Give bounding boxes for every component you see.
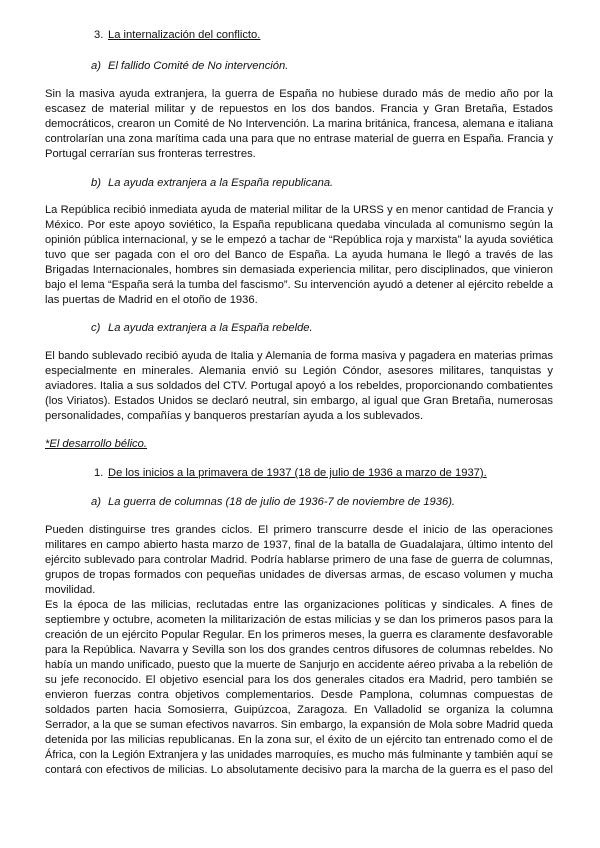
text-line: había un mando unificado, puesto que la muerte de Sanjurjo en accidente aéreo privaba a la rebelión de — [45, 659, 553, 671]
text-line: Es la época de las milicias, reclutadas entre las organizaciones políticas y sindicales. A fines de — [45, 599, 553, 611]
text-line: tuvo que ser pagada con el oro del Banco de España. La ayuda humana le llegó a través de las — [45, 249, 553, 261]
heading-inicios: De los inicios a la primavera de 1937 (18 de julio de 1936 a marzo de 1937). — [108, 467, 487, 479]
subheading-letter: a) — [91, 496, 101, 508]
text-line: movilidad. — [45, 584, 96, 596]
subheading-letter: c) — [91, 322, 101, 334]
text-line: escasez de material militar y de repuestos en los dos bandos. Francia y Gran Bretaña, Estados — [45, 103, 553, 115]
text-line: envieron fuerzas contra objetivos complementarios. Desde Pamplona, columnas compuestas de — [45, 689, 553, 701]
subheading-letter: b) — [91, 177, 101, 189]
text-line: soldados parten hacia Somosierra, Guipúzcoa, Zaragoza. En Valladolid se organiza la columna — [45, 704, 553, 716]
text-line: Brigadas Internacionales, hombres sin demasiada experiencia militar, pero disciplinados, que vinieron — [45, 264, 553, 276]
text-line: su jefe reconocido. El objetivo esencial para los dos generales citados era Madrid, pero también se — [45, 674, 553, 686]
text-line: La República recibió inmediata ayuda de material militar de la URSS y en menor cantidad de Francia y — [45, 204, 553, 216]
heading-number: 1. — [94, 467, 104, 479]
heading-internacionalizacion: La internalización del conflicto. — [108, 29, 261, 41]
text-line: opinión pública internacional, y se le empezó a tachar de “República roja y marxista” la ayuda soviética — [45, 234, 553, 246]
subheading-comite: El fallido Comité de No intervención. — [108, 60, 289, 72]
text-line: septiembre y octubre, acometen la militarización de estas milicias y se dan los primeros pasos para la — [45, 614, 553, 626]
text-line: aviadores. Italia a sus soldados del CTV. Portugal apoyó a los rebeldes, proporcionando combatientes — [45, 380, 553, 392]
text-line: controlarían una zona marítima cada una para que no entrase material de guerra en España. Francia y — [45, 133, 553, 145]
subheading-rebelde: La ayuda extranjera a la España rebelde. — [108, 322, 313, 334]
text-line: África, con la Legión Extranjera y las unidades marroquíes, es mucho más fulminante y también aquí se — [45, 749, 553, 761]
text-line: Serrador, a la que se suman efectivos navarros. Sin embargo, la expansión de Mola sobre Madrid queda — [45, 719, 553, 731]
text-line: grupos de tropas formados con pequeñas unidades de diversas armas, de escaso volumen y mucha — [45, 569, 553, 581]
text-line: contará con efectivos de milicias. Lo absolutamente decisivo para la marcha de la guerra es el paso del — [45, 764, 553, 776]
subheading-letter: a) — [91, 60, 101, 72]
text-line: democráticos, crearon un Comité de No Intervención. La marina británica, francesa, alemana e italiana — [45, 118, 553, 130]
text-line: especialmente en minerales. Alemania envió su Legión Cóndor, asesores militares, tanquistas y — [45, 365, 553, 377]
text-line: para la República. Navarra y Sevilla son los dos grandes centros difusores de columnas rebeldes. No — [45, 644, 553, 656]
heading-number: 3. — [94, 29, 104, 41]
text-line: (los Viriatos). Estados Unidos se declaró neutral, sin embargo, al igual que Gran Bretaña, numerosas — [45, 395, 553, 407]
section-title-desarrollo: *El desarrollo bélico. — [45, 438, 147, 450]
subheading-guerra-columnas: La guerra de columnas (18 de julio de 1936-7 de noviembre de 1936). — [108, 496, 456, 508]
text-line: ejército sublevado para controlar Madrid. Podría hablarse primero de una fase de guerra de columnas, — [45, 554, 553, 566]
text-line: militares en campo abierto hasta marzo de 1937, final de la batalla de Guadalajara, último intento del — [45, 539, 553, 551]
text-line: Sin la masiva ayuda extranjera, la guerra de España no hubiese durado más de medio año por la — [45, 88, 553, 100]
text-line: las puertas de Madrid en el otoño de 1936. — [45, 294, 258, 306]
text-line: creación de un ejército Popular Regular. En los primeros meses, la guerra es claramente desfavorable — [45, 629, 553, 641]
text-line: Portugal cerrarían sus fronteras terrestres. — [45, 148, 256, 160]
subheading-republicana: La ayuda extranjera a la España republicana. — [108, 177, 334, 189]
text-line: México. Por este apoyo soviético, la España republicana quedaba vinculada al comunismo según la — [45, 219, 553, 231]
text-line: bajo el lema “España será la tumba del fascismo”. Su intervención ayudó a detener al ejército rebelde a — [45, 279, 553, 291]
text-line: El bando sublevado recibió ayuda de Italia y Alemania de forma masiva y pagadera en materias primas — [45, 350, 553, 362]
text-line: personalidades, compañías y banqueros prestarían ayuda a los sublevados. — [45, 410, 424, 422]
text-line: detenida por las milicias republicanas. En la zona sur, el éxito de un ejército tan entrenado como el de — [45, 734, 553, 746]
text-line: Pueden distinguirse tres grandes ciclos. El primero transcurre desde el inicio de las operaciones — [45, 524, 553, 536]
